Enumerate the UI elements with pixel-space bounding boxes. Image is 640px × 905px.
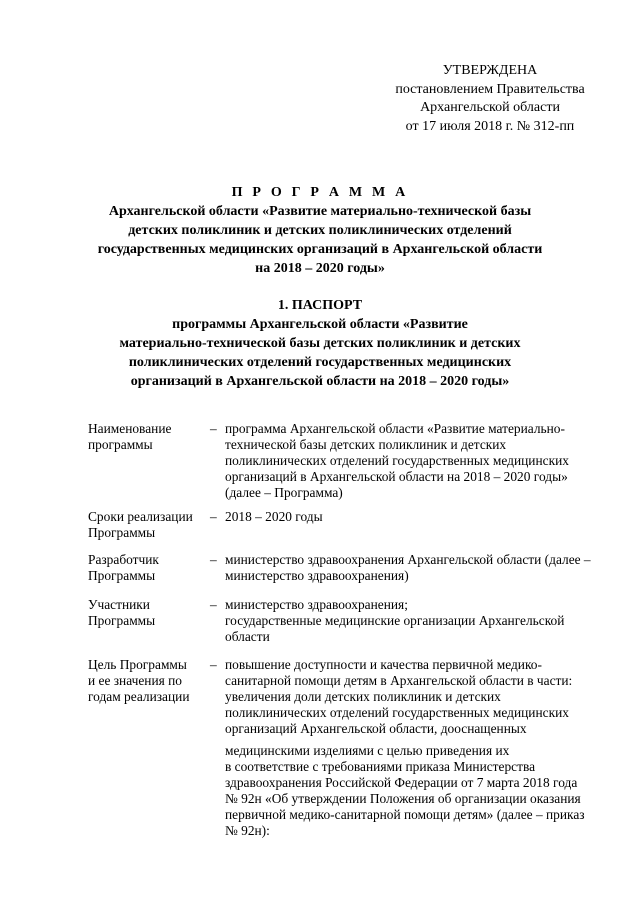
row-value-line: поликлинических отделений государственных медицинских xyxy=(225,453,569,468)
row-value xyxy=(225,657,585,737)
row-value-line: программа Архангельской области «Развитие материально- xyxy=(225,421,565,436)
row-value xyxy=(225,509,585,525)
passport-title-line: поликлинических отделений государственных медицинских xyxy=(128,355,512,370)
row-value-line: санитарной помощи детям в Архангельской области в части: xyxy=(225,673,573,688)
row-value-line: (далее – Программа) xyxy=(225,485,343,500)
program-title-line: государственных медицинских организаций в Архангельской области xyxy=(97,242,543,257)
program-title-line: на 2018 – 2020 годы» xyxy=(255,261,385,276)
approval-line: постановлением Правительства xyxy=(395,81,585,97)
row-value-line: медицинскими изделиями с целью приведения их xyxy=(225,743,510,758)
row-label xyxy=(88,552,203,584)
program-title-block xyxy=(80,183,560,278)
row-dash: – xyxy=(210,509,217,524)
row-dash: – xyxy=(210,552,217,567)
passport-title-line: организаций в Архангельской области на 2018 – 2020 годы» xyxy=(130,374,510,389)
row-label-line: Цель Программы xyxy=(88,657,187,672)
row-value-line: здравоохранения Российской Федерации от 7 марта 2018 года xyxy=(225,775,578,790)
passport-title-line: программы Архангельской области «Развитие xyxy=(172,317,468,332)
row-label-line: Участники xyxy=(88,597,150,612)
row-label-line: Наименование xyxy=(88,421,172,436)
row-value-line: области xyxy=(225,629,270,644)
row-value-line: 2018 – 2020 годы xyxy=(225,509,323,524)
row-label-line: Разработчик xyxy=(88,552,159,567)
passport-heading: 1. ПАСПОРТ xyxy=(277,298,363,313)
row-label-line: Программы xyxy=(88,525,156,540)
row-value-line: организаций в Архангельской области на 2018 – 2020 годы» xyxy=(225,469,568,484)
approval-stamp xyxy=(370,62,610,136)
row-label xyxy=(88,597,203,629)
program-title-line: Архангельской области «Развитие материально-технической базы xyxy=(108,204,532,219)
row-label xyxy=(88,509,203,541)
row-value-line: поликлинических отделений государственных медицинских xyxy=(225,705,569,720)
row-label-line: годам реализации xyxy=(88,689,190,704)
row-value-line: министерство здравоохранения Архангельской области (далее – xyxy=(225,552,591,567)
row-value-line: № 92н): xyxy=(225,823,270,838)
row-label-line: Программы xyxy=(88,568,156,583)
program-title-line: детских поликлиник и детских поликлинических отделений xyxy=(128,223,512,238)
row-value-continued xyxy=(225,743,585,839)
row-dash: – xyxy=(210,597,217,612)
row-value-line: первичной медико-санитарной помощи детям» (далее – приказ xyxy=(225,807,585,822)
row-value-line: организаций Архангельской области, дооснащенных xyxy=(225,721,527,736)
row-value xyxy=(225,552,591,584)
row-label-line: и ее значения по xyxy=(88,673,182,688)
row-value-line: № 92н «Об утверждении Положения об организации оказания xyxy=(225,791,581,806)
row-label-line: Сроки реализации xyxy=(88,509,193,524)
row-label xyxy=(88,421,203,453)
passport-title-line: материально-технической базы детских поликлиник и детских xyxy=(119,336,521,351)
approval-title: УТВЕРЖДЕНА xyxy=(442,63,538,78)
row-dash: – xyxy=(210,657,217,672)
row-value-line: технической базы детских поликлиник и детских xyxy=(225,437,507,452)
approval-date: от 17 июля 2018 г. № 312-пп xyxy=(405,118,575,134)
row-value-line: государственные медицинские организации Архангельской xyxy=(225,613,565,628)
row-value-line: министерство здравоохранения; xyxy=(225,597,408,612)
row-value xyxy=(225,597,585,645)
row-label-line: программы xyxy=(88,437,153,452)
approval-line: Архангельской области xyxy=(420,100,560,115)
row-label xyxy=(88,657,203,705)
row-value-line: увеличения доли детских поликлиник и детских xyxy=(225,689,501,704)
row-value-line: в соответствие с требованиями приказа Министерства xyxy=(225,759,536,774)
program-heading: П Р О Г Р А М М А xyxy=(231,185,409,200)
row-value-line: министерство здравоохранения) xyxy=(225,568,409,583)
row-value xyxy=(225,421,585,501)
row-value-line: повышение доступности и качества первичной медико- xyxy=(225,657,542,672)
row-label-line: Программы xyxy=(88,613,156,628)
passport-title-block xyxy=(80,296,560,391)
row-dash: – xyxy=(210,421,217,436)
